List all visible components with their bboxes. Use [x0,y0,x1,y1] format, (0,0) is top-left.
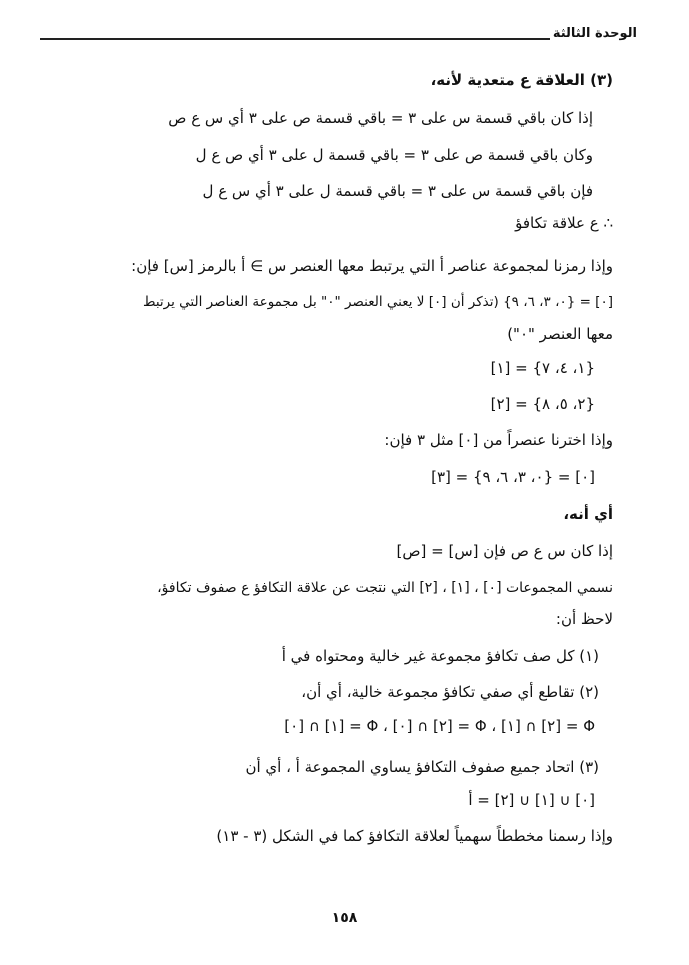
text-line: ∴ ع علاقة تكافؤ [515,214,613,232]
text-line: أي أنه، [563,505,613,523]
transitive-heading: (٣) العلاقة ع متعدية لأنه، [430,71,613,89]
text-line: وكان باقي قسمة ص على ٣ = باقي قسمة ل على ٣ أي ص ع ل [195,146,593,164]
text-line: [٠] = {٠، ٣، ٦، ٩} (تذكر أن [٠] لا يعني العنصر "٠" بل مجموعة العناصر التي يرتبط [143,294,613,310]
set-line: [١] = {١، ٤، ٧} [490,359,595,377]
chapter-title: الوحدة الثالثة [552,26,637,41]
text-line: وإذا رسمنا مخططاً سهمياً لعلاقة التكافؤ كما في الشكل (٣ - ١٣) [216,827,613,845]
text-line: نسمي المجموعات [٠] ، [١] ، [٢] التي نتجت عن علاقة التكافؤ ع صفوف تكافؤ، [157,580,613,596]
math-line: [٠] ∪ [١] ∪ [٢] = أ [468,791,595,809]
text-line: معها العنصر "٠") [507,325,613,343]
set-line: [٣] = {٠، ٣، ٦، ٩} = [٠] [431,468,595,486]
page-number: ١٥٨ [331,910,358,926]
text-line: وإذا رمزنا لمجموعة عناصر أ التي يرتبط معها العنصر س ∋ أ بالرمز [س] فإن: [131,257,613,275]
text-line: لاحظ أن: [555,610,613,628]
list-item: (١) كل صف تكافؤ مجموعة غير خالية ومحتواه في أ [281,647,599,665]
text-line: وإذا اخترنا عنصراً من [٠] مثل ٣ فإن: [384,431,613,449]
set-line: [٢] = {٢، ٥، ٨} [490,395,595,413]
math-line: [٠] ∩ [١] = Φ ، [٠] ∩ [٢] = Φ ، [١] ∩ [٢] = Φ [284,717,595,735]
list-item: (٢) تقاطع أي صفي تكافؤ مجموعة خالية، أي أن، [301,683,599,701]
text-line: إذا كان باقي قسمة س على ٣ = باقي قسمة ص على ٣ أي س ع ص [168,109,593,127]
header-rule [40,38,550,40]
text-line: فإن باقي قسمة س على ٣ = باقي قسمة ل على ٣ أي س ع ل [202,182,593,200]
text-line: إذا كان س ع ص فإن [س] = [ص] [396,542,613,560]
list-item: (٣) اتحاد جميع صفوف التكافؤ يساوي المجموعة أ ، أي أن [245,758,599,776]
